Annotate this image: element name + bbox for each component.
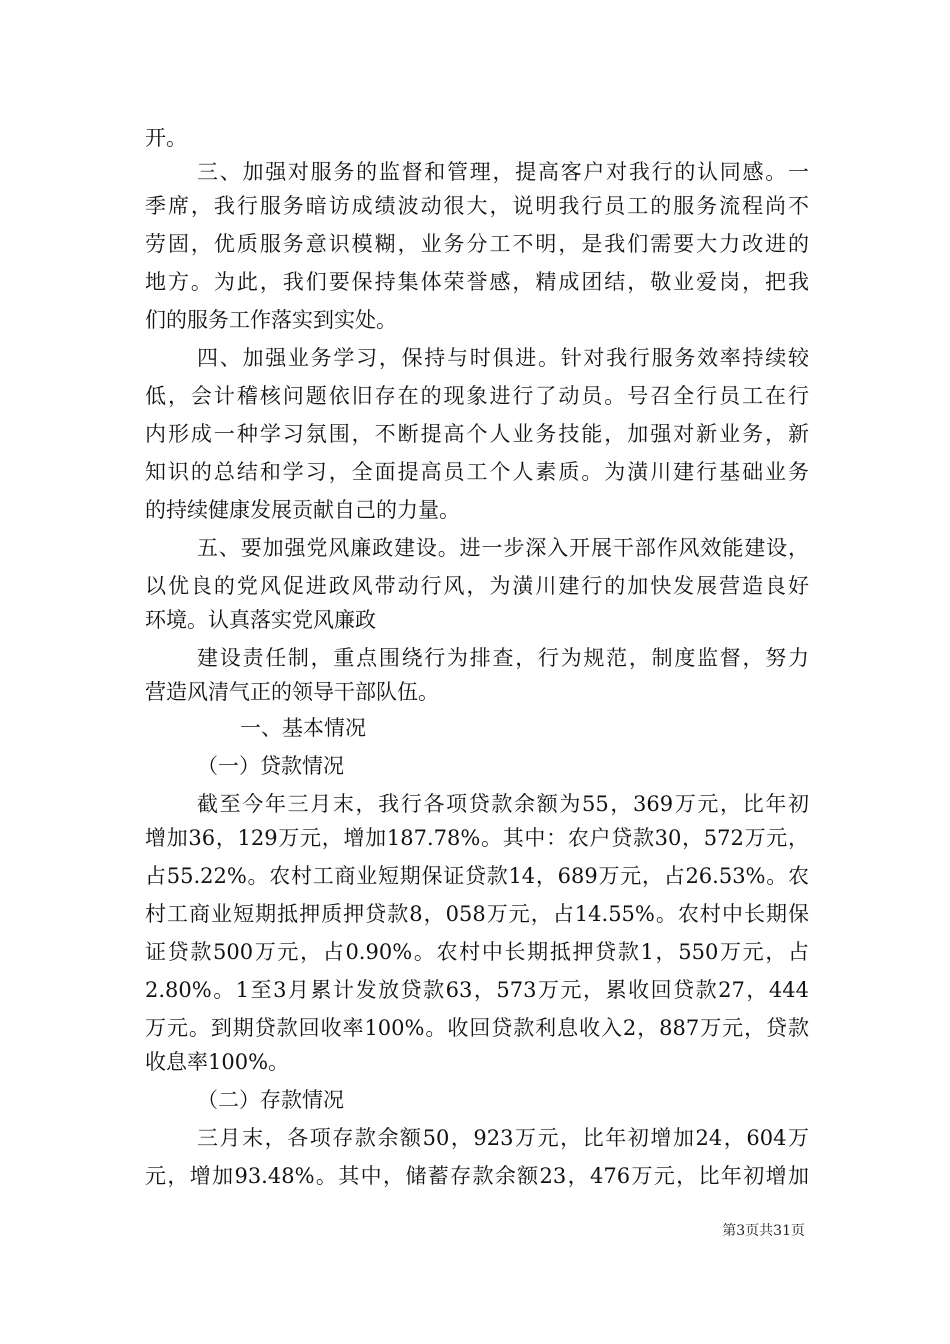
body-line: 四、加强业务学习，保持与时俱进。针对我行服务效率持续较: [197, 346, 809, 370]
body-line: 的持续健康发展贡献自己的力量。: [145, 498, 460, 522]
body-line: 以优良的党风促进政风带动行风，为潢川建行的加快发展营造良好: [145, 574, 809, 598]
body-line: 环境。认真落实党风廉政: [145, 608, 376, 632]
body-line: 收息率100%。: [145, 1050, 290, 1074]
body-line: 万元。到期贷款回收率100%。收回贷款利息收入2，887万元，贷款: [145, 1016, 809, 1040]
body-line: 证贷款500万元，占0.90%。农村中长期抵押贷款1，550万元，占: [145, 940, 809, 964]
body-line: 营造风清气正的领导干部队伍。: [145, 680, 439, 704]
body-line: 村工商业短期抵押质押贷款8，058万元，占14.55%。农村中长期保: [145, 902, 809, 926]
body-line: 占55.22%。农村工商业短期保证贷款14，689万元，占26.53%。农: [145, 864, 809, 888]
page-number: 第3页共31页: [722, 1223, 805, 1239]
section-heading: 一、基本情况: [240, 716, 366, 740]
body-line: 劳固，优质服务意识模糊，业务分工不明，是我们需要大力改进的: [145, 232, 809, 256]
subsection-heading: （二）存款情况: [197, 1088, 344, 1112]
body-line: 增加36，129万元，增加187.78%。其中：农户贷款30，572万元，: [145, 826, 809, 850]
body-line: 低，会计稽核问题依旧存在的现象进行了动员。号召全行员工在行: [145, 384, 809, 408]
body-line: 截至今年三月末，我行各项贷款余额为55，369万元，比年初: [197, 792, 809, 816]
body-line: 地方。为此，我们要保持集体荣誉感，精成团结，敬业爱岗，把我: [145, 270, 809, 294]
subsection-heading: （一）贷款情况: [197, 754, 344, 778]
body-line: 2.80%。1至3月累计发放贷款63，573万元，累收回贷款27，444: [145, 978, 809, 1002]
body-line: 三月末，各项存款余额50，923万元，比年初增加24，604万: [197, 1126, 809, 1150]
body-line: 内形成一种学习氛围，不断提高个人业务技能，加强对新业务，新: [145, 422, 809, 446]
body-line: 季席，我行服务暗访成绩波动很大，说明我行员工的服务流程尚不: [145, 194, 809, 218]
body-line: 元，增加93.48%。其中，储蓄存款余额23，476万元，比年初增加: [145, 1164, 809, 1188]
body-line: 五、要加强党风廉政建设。进一步深入开展干部作风效能建设，: [197, 536, 809, 560]
body-line: 三、加强对服务的监督和管理，提高客户对我行的认同感。一: [197, 160, 809, 184]
body-line: 们的服务工作落实到实处。: [145, 308, 397, 332]
body-line: 开。: [145, 126, 187, 150]
body-line: 知识的总结和学习，全面提高员工个人素质。为潢川建行基础业务: [145, 460, 809, 484]
body-line: 建设责任制，重点围绕行为排查，行为规范，制度监督，努力: [197, 646, 809, 670]
